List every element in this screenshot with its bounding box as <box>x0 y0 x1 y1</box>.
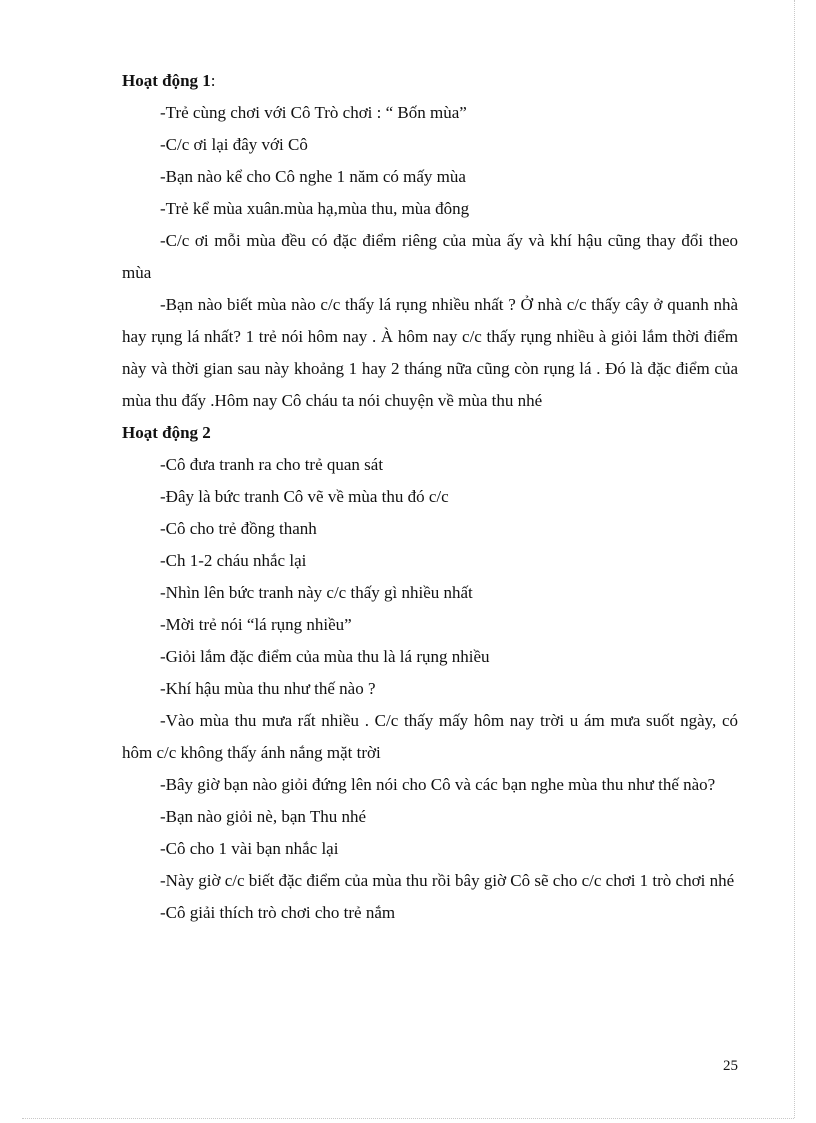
activity2-line: -Vào mùa thu mưa rất nhiều . C/c thấy mấy hôm nay trời u ám mưa suốt ngày, có hôm c/c không thấy ánh nắng mặt trời <box>122 711 738 762</box>
activity2-line: -Cô giải thích trò chơi cho trẻ nắm <box>160 903 396 922</box>
activity1-line: -Trẻ kể mùa xuân.mùa hạ,mùa thu, mùa đông <box>160 199 470 218</box>
activity2-line: -Bây giờ bạn nào giỏi đứng lên nói cho Cô và các bạn nghe mùa thu như thế nào? <box>160 775 716 794</box>
activity1-line: -C/c ơi lại đây với Cô <box>160 135 308 154</box>
activity2-line: -Khí hậu mùa thu như thế nào ? <box>160 679 376 698</box>
page-right-border <box>794 0 795 1118</box>
page-bottom-border <box>22 1118 794 1119</box>
activity2-line: -Này giờ c/c biết đặc điểm của mùa thu rồi bây giờ Cô sẽ cho c/c chơi 1 trò chơi nhé <box>160 871 735 890</box>
activity1-line: -Bạn nào biết mùa nào c/c thấy lá rụng nhiều nhất ? Ở nhà c/c thấy cây ở quanh nhà hay rụng lá nhất? 1 trẻ nói hôm nay . À hôm nay c/c thấy rụng nhiều à giỏi lắm thời điểm này và thời gian sau này khoảng 1 hay 2 tháng nữa cũng còn rụng lá . Đó là đặc điểm của mùa thu đấy .Hôm nay Cô cháu ta nói chuyện về mùa thu nhé <box>122 295 738 410</box>
activity2-heading: Hoạt động 2 <box>122 423 211 442</box>
activity1-line: -Trẻ cùng chơi với Cô Trò chơi : “ Bốn mùa” <box>160 103 467 122</box>
activity1-line: -C/c ơi mỗi mùa đều có đặc điểm riêng của mùa ấy và khí hậu cũng thay đổi theo mùa <box>122 231 738 282</box>
page-number: 25 <box>723 1058 738 1074</box>
activity2-line: -Cô cho trẻ đồng thanh <box>160 519 317 538</box>
activity2-line: -Cô cho 1 vài bạn nhắc lại <box>160 839 339 858</box>
activity2-line: -Nhìn lên bức tranh này c/c thấy gì nhiều nhất <box>160 583 473 602</box>
activity1-line: -Bạn nào kể cho Cô nghe 1 năm có mấy mùa <box>160 167 466 186</box>
activity2-line: -Bạn nào giỏi nè, bạn Thu nhé <box>160 807 367 826</box>
page-content <box>122 65 738 929</box>
activity2-line: -Mời trẻ nói “lá rụng nhiều” <box>160 615 352 634</box>
activity2-line: -Ch 1-2 cháu nhắc lại <box>160 551 307 570</box>
activity2-line: -Giỏi lắm đặc điểm của mùa thu là lá rụng nhiều <box>160 647 490 666</box>
activity2-line: -Đây là bức tranh Cô vẽ về mùa thu đó c/c <box>160 487 449 506</box>
activity1-heading: Hoạt động 1: <box>122 71 216 90</box>
activity2-line: -Cô đưa tranh ra cho trẻ quan sát <box>160 455 384 474</box>
